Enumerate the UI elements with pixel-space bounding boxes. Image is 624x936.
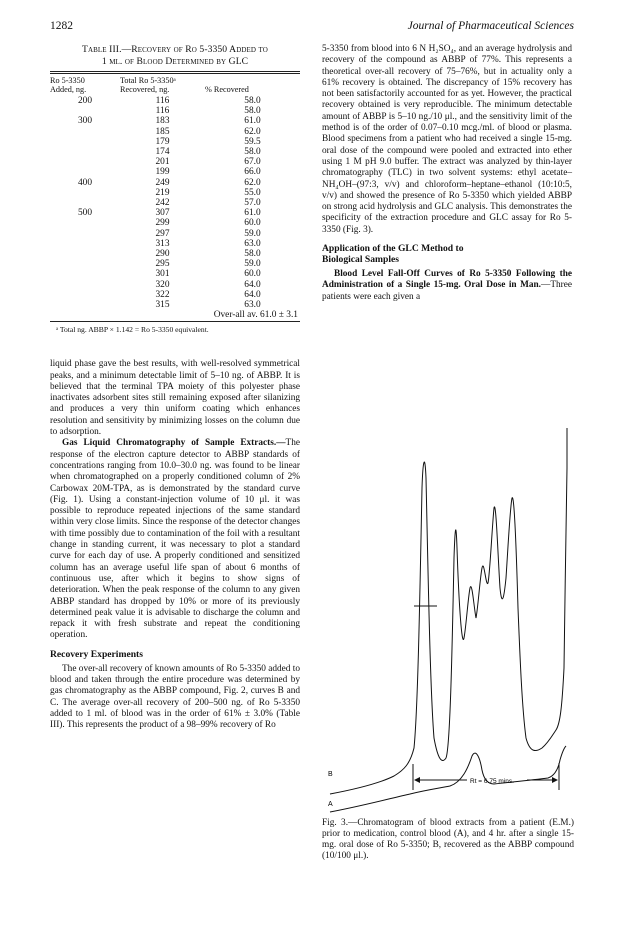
table-header-row (50, 74, 300, 96)
journal-name: Journal of Pharmaceutical Sciences (407, 20, 574, 32)
cell-added-ng (50, 249, 120, 259)
cell-percent-recovered: 59.0 (244, 259, 261, 270)
cell-added-ng: 500 (77, 208, 93, 219)
table-row (50, 290, 300, 300)
table-row (50, 208, 300, 218)
cell-added-ng (50, 239, 120, 249)
table-row (50, 239, 300, 249)
cell-percent-recovered: 66.0 (244, 167, 261, 178)
cell-recovered-ng: 315 (155, 300, 170, 311)
application-heading-line2: Biological Samples (322, 254, 400, 266)
cell-percent-recovered: 62.0 (244, 126, 261, 137)
retention-time-label: Rt = 6.75 mins. (470, 778, 514, 785)
page-number: 1282 (50, 20, 73, 32)
cell-percent-recovered: 59.0 (244, 228, 261, 239)
table-caption-line2: 1 ml. of Blood Determined by GLC (101, 55, 249, 67)
table-row (50, 116, 300, 126)
rt-arrow-head-right (552, 777, 558, 783)
cell-recovered-ng: 301 (155, 269, 170, 280)
table-header-line: % Recovered (205, 85, 249, 94)
cell-percent-recovered: 58.0 (244, 147, 261, 158)
cell-added-ng: 300 (77, 116, 93, 127)
table-body (50, 96, 300, 310)
table-header-line: Recovered, ng. (120, 85, 170, 94)
table-row (50, 178, 300, 188)
cell-recovered-ng: 313 (155, 238, 170, 249)
cell-percent-recovered: 55.0 (244, 187, 261, 198)
cell-recovered-ng: 219 (155, 187, 170, 198)
table-row (50, 137, 300, 147)
application-heading-line1: Application of the GLC Method to (322, 243, 464, 255)
table-footnote: ᵃ Total ng. ABBP × 1.142 = Ro 5-3350 equivalent. (56, 325, 209, 335)
cell-recovered-ng: 179 (155, 136, 170, 147)
table-row (50, 127, 300, 137)
table-header-line: Total Ro 5-3350ᵃ (120, 76, 176, 85)
table-header-line: Ro 5-3350 (50, 76, 85, 85)
cell-added-ng (50, 198, 120, 208)
cell-recovered-ng: 249 (155, 177, 170, 188)
rt-arrow-head-left (414, 777, 420, 783)
cell-recovered-ng: 183 (155, 116, 170, 127)
cell-recovered-ng: 295 (155, 259, 170, 270)
running-head (50, 20, 574, 36)
cell-percent-recovered: 63.0 (244, 300, 261, 311)
column-gap (50, 335, 300, 359)
cell-added-ng (50, 218, 120, 228)
cell-added-ng (50, 106, 120, 116)
blood-level-text: —Three patients were each given a (322, 280, 572, 302)
left-paragraph-2 (50, 438, 300, 641)
cell-percent-recovered: 60.0 (244, 269, 261, 280)
cell-added-ng (50, 290, 120, 300)
cell-percent-recovered: 58.0 (244, 106, 261, 117)
cell-recovered-ng: 242 (155, 198, 170, 209)
cell-recovered-ng: 201 (155, 157, 170, 168)
blood-level-heading: Blood Level Fall-Off Curves of Ro 5-3350 Following the Administration of a Single 15-mg. Oral Dose in Man. (322, 269, 572, 291)
cell-percent-recovered: 58.0 (244, 96, 261, 106)
figure-3-chromatogram (322, 408, 574, 816)
application-section-heading (322, 243, 572, 265)
table-header-recovered (120, 74, 205, 96)
cell-percent-recovered: 61.0 (244, 116, 261, 127)
table-row (50, 106, 300, 116)
figure-3-caption-text: Fig. 3.—Chromatogram of blood extracts from a patient (E.M.) prior to medication, control blood (A), and 4 hr. after a single 15-mg. oral dose of Ro 5-3350; B, recovered as the ABBP compound (10/100 μl.). (322, 818, 574, 861)
table-row (50, 96, 300, 106)
table-row (50, 229, 300, 239)
cell-added-ng (50, 137, 120, 147)
cell-recovered-ng: 299 (155, 218, 170, 229)
table-overall-average: Over-all av. 61.0 ± 3.1 (213, 310, 298, 321)
recovery-table (50, 74, 300, 310)
cell-recovered-ng: 116 (155, 106, 170, 117)
cell-added-ng (50, 147, 120, 157)
left-column (50, 44, 300, 731)
cell-percent-recovered: 59.5 (244, 136, 261, 147)
cell-percent-recovered: 60.0 (244, 218, 261, 229)
cell-added-ng (50, 167, 120, 177)
trace-b (330, 428, 567, 794)
table-header-added (50, 74, 120, 96)
figure-3-caption (322, 818, 574, 862)
table-row (50, 188, 300, 198)
cell-added-ng (50, 300, 120, 310)
recovery-section-heading: Recovery Experiments (50, 648, 143, 660)
cell-recovered-ng: 322 (155, 289, 170, 300)
table-row (50, 269, 300, 279)
trace-a-label: A (328, 801, 333, 808)
cell-added-ng: 200 (77, 96, 93, 106)
table-row (50, 147, 300, 157)
gc-extracts-heading: Gas Liquid Chromatography of Sample Extracts.— (62, 438, 286, 449)
cell-recovered-ng: 297 (155, 228, 170, 239)
cell-recovered-ng: 199 (155, 167, 170, 178)
cell-percent-recovered: 63.0 (244, 238, 261, 249)
table-row (50, 157, 300, 167)
cell-added-ng (50, 269, 120, 279)
cell-recovered-ng: 307 (155, 208, 170, 219)
right-paragraph-1: 5-3350 from blood into 6 N H₂SO₄, and an average hydrolysis and recovery of the compound as ABBP of 77%. This represents a theoretical over-all recovery of 75–76%, but in actuality only a 61% recovery is obtained. The discrepancy of 15% recovery has not been satisfactorily accounted for as yet. However, the practical recovery obtained is very reproducible. The minimum detectable amount of ABBP is 5–10 ng./10 μl., and the sensitivity limit of the method is of the order of 0.07–0.10 mcg./ml. of blood or plasma. Blood specimens from a patient who had received a single 15-mg. oral dose of the compound were pooled and extracted into ether using 1 M pH 9.0 buffer. The extract was analyzed by thin-layer chromatography (TLC) in two solvent systems: ethyl acetate–NH₄OH–(97:3, v/v) and chloroform–heptane–ethanol (10:10:5, v/v) and showed the presence of Ro 5-3350 which yielded ABBP on strong acid hydrolysis and GLC analysis. This demonstrates the specificity of the extraction procedure and GLC assay for Ro 5-3350 (Fig. 3). (322, 44, 572, 235)
table-caption (50, 44, 300, 67)
cell-percent-recovered: 57.0 (244, 198, 261, 209)
table-row (50, 259, 300, 269)
cell-recovered-ng: 320 (155, 279, 170, 290)
left-paragraph-1: liquid phase gave the best results, with well-resolved symmetrical peaks, and a minimum detectable limit of 5–10 ng. of ABBP. It is believed that the terminal TPA moiety of this polyester phase inactivates adsorbent sites still remaining exposed after silanizing and produces a very thin uniform coating which enhances resolution and sensitivity by minimizing losses on the column due to adsorption. (50, 359, 300, 438)
cell-recovered-ng: 185 (155, 126, 170, 137)
cell-added-ng (50, 157, 120, 167)
gc-extracts-text: The response of the electron capture detector to ABBP standards of concentrations ranging from 10.0–30.0 ng. was found to be linear when chromatographed on a properly conditioned column of 2% Carbowax 20M-TPA, as is demonstrated by the standard curve (Fig. 1). Using a constant-injection volume of 10 μl. it was possible to reproduce repeated injections of the same standard within very close limits. Since the response of the detector changes with time possibly due to contamination of the foil with a resultant change in standing current, it was necessary to plot a standard curve for each day of use. A properly conditioned and sensitized column has an average useful life span of about 6 months of continuous use, after which it begins to show signs of deterioration. When the peak response of the column to any given ABBP standard has dropped by 10% or more of its previously determined peak value it is advisable to discharge the column and repack it with fresh substrate and repeat the conditioning operation. (50, 438, 300, 641)
cell-added-ng: 400 (77, 177, 93, 188)
right-paragraph-2 (322, 269, 572, 303)
table-row (50, 218, 300, 228)
table-row (50, 300, 300, 310)
cell-percent-recovered: 62.0 (244, 177, 261, 188)
right-column (322, 44, 572, 303)
cell-added-ng (50, 229, 120, 239)
cell-percent-recovered: 67.0 (244, 157, 261, 168)
table-header-percent (205, 74, 300, 96)
left-paragraph-3: The over-all recovery of known amounts of Ro 5-3350 added to blood and taken through the entire procedure was determined by gas chromatography as the ABBP compound, Fig. 2, curves B and C. The average over-all recovery of 200–500 ng. of Ro 5-3350 added to 1 ml. of blood was in the order of 61% ± 3.0% (Table III). This represents the product of a 98–99% recovery of Ro (50, 663, 300, 731)
cell-recovered-ng: 174 (155, 147, 170, 158)
cell-added-ng (50, 259, 120, 269)
table-caption-line1: Table III.—Recovery of Ro 5-3350 Added to (82, 44, 268, 55)
trace-b-label: B (328, 771, 333, 778)
table-row (50, 249, 300, 259)
cell-percent-recovered: 61.0 (244, 208, 261, 219)
table-row (50, 167, 300, 177)
table-row (50, 280, 300, 290)
cell-added-ng (50, 280, 120, 290)
cell-percent-recovered: 64.0 (244, 279, 261, 290)
cell-added-ng (50, 188, 120, 198)
table-row (50, 198, 300, 208)
cell-percent-recovered: 64.0 (244, 289, 261, 300)
cell-percent-recovered: 58.0 (244, 249, 261, 260)
cell-added-ng (50, 127, 120, 137)
cell-recovered-ng: 116 (155, 96, 170, 106)
table-header-line: Added, ng. (50, 85, 87, 94)
cell-recovered-ng: 290 (155, 249, 170, 260)
chromatogram-svg (322, 408, 574, 816)
trace-a (330, 746, 566, 812)
